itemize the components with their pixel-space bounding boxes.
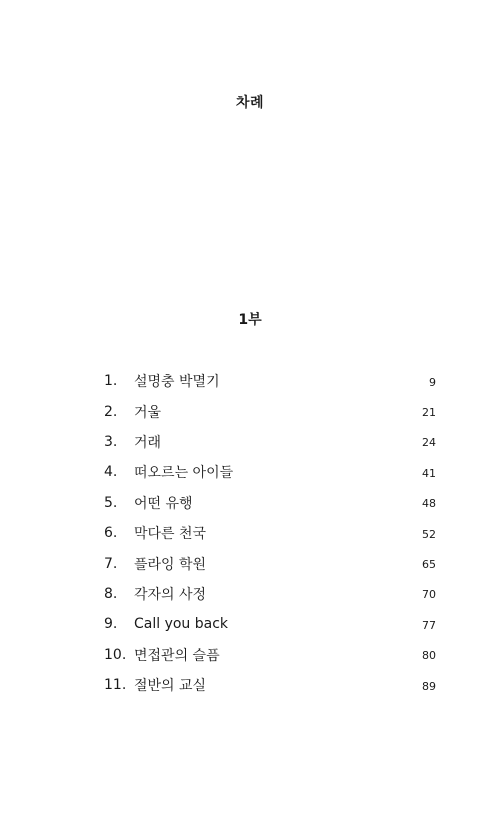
chapter-number: 3.: [104, 433, 118, 450]
page-number: 41: [422, 466, 436, 480]
chapter-number: 9.: [104, 616, 118, 633]
chapter-number: 5.: [104, 494, 118, 511]
chapter-title: 플라잉 학원: [134, 556, 207, 573]
toc-entry[interactable]: [104, 488, 436, 518]
chapter-title: 막다른 천국: [134, 526, 207, 543]
page-title: 차례: [235, 95, 265, 111]
page-number: 48: [422, 497, 436, 511]
toc-entry[interactable]: [104, 396, 436, 426]
chapter-title: Call you back: [134, 616, 229, 633]
chapter-number: 10.: [104, 646, 127, 663]
chapter-title: 절반의 교실: [134, 678, 207, 695]
chapter-title: 각자의 사정: [134, 586, 207, 603]
chapter-number: 6.: [104, 525, 118, 542]
chapter-title: 거래: [134, 434, 162, 451]
chapter-title: 설명충 박멸기: [134, 374, 220, 391]
page-number: 70: [422, 588, 436, 602]
chapter-number: 11.: [104, 677, 127, 694]
toc-entry[interactable]: [104, 548, 436, 578]
toc-entry[interactable]: [104, 427, 436, 457]
chapter-number: 2.: [104, 403, 118, 420]
toc-entry[interactable]: [104, 366, 436, 396]
toc-entry[interactable]: [104, 457, 436, 487]
page-number: 9: [429, 375, 436, 389]
chapter-title: 어떤 유행: [134, 495, 193, 512]
chapter-number: 7.: [104, 555, 118, 572]
toc-entry[interactable]: [104, 640, 436, 670]
page-number: 24: [422, 436, 436, 450]
page-number: 21: [422, 406, 436, 420]
page-number: 80: [422, 649, 436, 663]
toc-entry[interactable]: [104, 579, 436, 609]
chapter-title: 거울: [134, 404, 162, 421]
chapter-title: 떠오르는 아이들: [134, 465, 234, 482]
chapter-number: 4.: [104, 464, 118, 481]
toc-entry[interactable]: [104, 518, 436, 548]
page-number: 65: [422, 558, 436, 572]
part-title: 1부: [238, 312, 262, 328]
page-number: 89: [422, 679, 436, 693]
table-of-contents: [104, 366, 436, 700]
chapter-title: 면접관의 슬픔: [134, 647, 220, 664]
toc-entry[interactable]: [104, 609, 436, 639]
toc-entry[interactable]: [104, 670, 436, 700]
page-number: 52: [422, 527, 436, 541]
page-number: 77: [422, 618, 436, 632]
chapter-number: 1.: [104, 373, 118, 390]
chapter-number: 8.: [104, 585, 118, 602]
